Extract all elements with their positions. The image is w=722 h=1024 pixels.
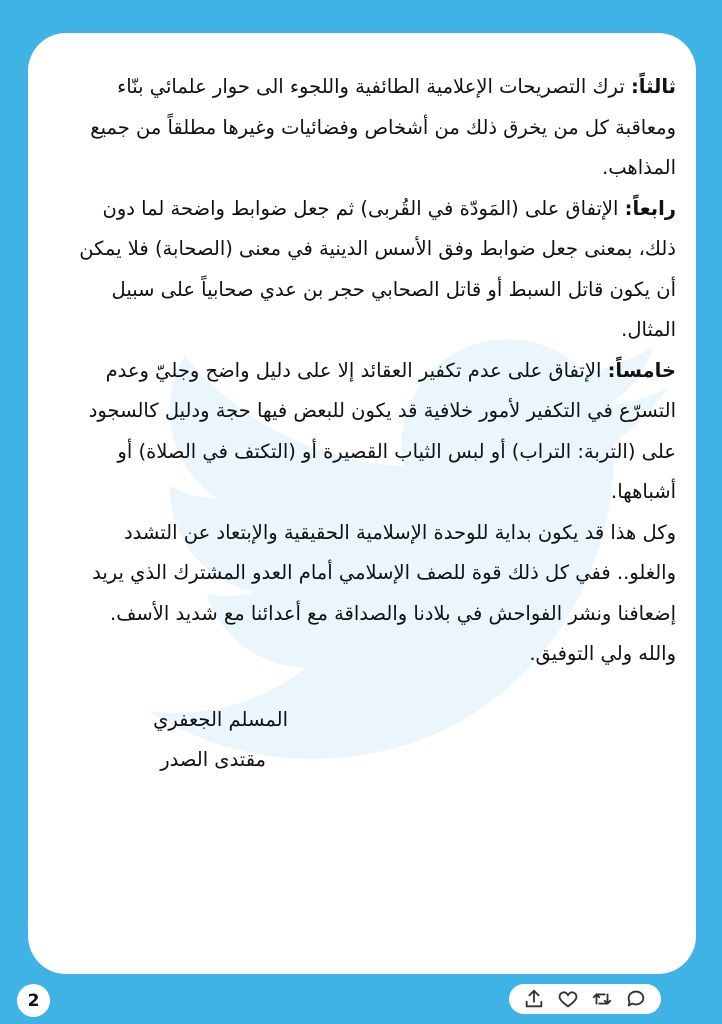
signature-name: مقتدى الصدر xyxy=(160,748,266,771)
paragraph-fifth: خامساً: الإتفاق على عدم تكفير العقائد إلا على دليل واضح وجليّ وعدم التسرّع في التكفير لأمور خلافية قد يكون للبعض فيها حجة ودليل كالسجود على (التربة: التراب) أو لبس الثياب القصيرة أو (التكتف في الصلاة) أو أشباهها. xyxy=(88,358,676,503)
retweet-icon[interactable] xyxy=(591,988,613,1010)
signature-title: المسلم الجعفري xyxy=(153,708,288,731)
paragraph-third: ثالثاً: ترك التصريحات الإعلامية الطائفية واللجوء الى حوار علمائي بنّاء ومعاقبة كل من يخرق ذلك من أشخاص وفضائيات وغيرها مطلقاً من جميع المذاهب. xyxy=(90,75,676,179)
page-number-badge: 2 xyxy=(17,984,50,1017)
tweet-action-bar xyxy=(509,984,661,1014)
share-icon[interactable] xyxy=(523,988,545,1010)
paragraph-fourth: رابعاً: الإتفاق على (المَودّة في القُربى) ثم جعل ضوابط واضحة لما دون ذلك، بمعنى جعل ضوابط وفق الأسس الدينية في معنى (الصحابة) فلا يمكن أن يكون قاتل السبط أو قاتل الصحابي حجر بن عدي صحابياً على سبيل المثال. xyxy=(79,196,676,341)
paragraph-conclusion: وكل هذا قد يكون بداية للوحدة الإسلامية الحقيقية والإبتعاد عن التشدد والغلو.. ففي كل ذلك قوة للصف الإسلامي أمام العدو المشترك الذي يريد إضعافنا ونشر الفواحش في بلادنا والصداقة مع أعدائنا مع شديد الأسف. xyxy=(92,520,676,625)
paragraph-closing: والله ولي التوفيق. xyxy=(529,642,676,665)
comment-icon[interactable] xyxy=(625,988,647,1010)
heart-icon[interactable] xyxy=(557,988,579,1010)
post-card xyxy=(28,33,696,974)
body-text xyxy=(64,67,676,675)
